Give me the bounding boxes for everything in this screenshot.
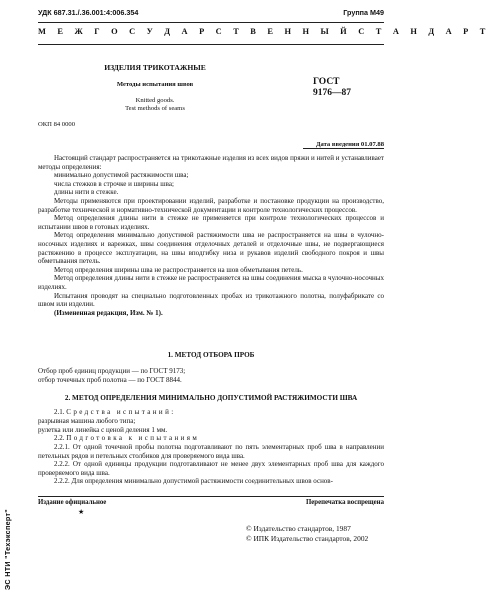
intro-paragraph: Метод определения длины нити в стежке не применяется при контроле технологических процессов и испытании швов в готовых изделиях. (38, 214, 384, 231)
intro-paragraph: Испытания проводят на специально подготовленных пробах из трикотажного полотна, полуфабрикате со швом или изделии. (38, 291, 384, 309)
section2-heading: 2. МЕТОД ОПРЕДЕЛЕНИЯ МИНИМАЛЬНО ДОПУСТИМОЙ РАСТЯЖИМОСТИ ШВА (64, 394, 358, 402)
section1-line: отбор точечных проб полотна — по ГОСТ 8844. (38, 376, 182, 384)
interstate-standard-banner: М Е Ж Г О С У Д А Р С Т В Е Н Н Ы Й С Т А Н Д А Р Т (38, 27, 490, 36)
date-underline (303, 148, 384, 149)
clause-2-2-1: 2.2.1. От одной точечной пробы полотна подготавливают по пять элементарных проб шва в направлении петельных рядов и петельных столбиков для проверяемого вида шва. (38, 443, 384, 460)
section2-body (38, 443, 384, 486)
section2-1-item: рулетка или линейка с ценой деления 1 мм. (38, 426, 168, 434)
intro-paragraph: Метод определения ширины шва не распространяется на шов обметывания петель. (54, 265, 303, 274)
footer-rule (38, 496, 384, 497)
clause-2-2-3: 2.2.2. Для определения минимально допустимой растяжимости соединительных швов основ- (54, 477, 333, 486)
intro-paragraph: Метод определения длины нити в стежке не распространяется на швы соединения мыска в чулочно-носочных изделиях. (38, 274, 384, 291)
section2-2-title (54, 434, 199, 443)
intro-paragraph: Методы применяются при проектировании изделий, разработке и постановке продукции на производство, разработке технической и нормативно-технической документации и контроле технологических процессов. (38, 196, 384, 214)
english-title-line2: Test methods of seams (125, 105, 185, 112)
section2-2-number: 2.2. (54, 434, 65, 442)
reprint-prohibited: Перепечатка воспрещена (306, 499, 384, 506)
intro-paragraph: Настоящий стандарт распространяется на трикотажные изделия из всех видов пряжи и нитей и устанавливает методы определения: (38, 154, 384, 171)
section2-2-label: Подготовка к испытаниям (66, 434, 200, 442)
document-subtitle: Методы испытания швов (116, 81, 194, 88)
section2-1-label: Средства испытаний: (66, 408, 176, 416)
copyright-1987: © Издательство стандартов, 1987 (246, 524, 351, 533)
section2-1-number: 2.1. (54, 408, 65, 416)
section1-line: Отбор проб единиц продукции — по ГОСТ 9173; (38, 367, 186, 375)
intro-list-item: минимально допустимой растяжимости шва; (54, 171, 189, 180)
clause-2-2-2: 2.2.2. От одной единицы продукции подготавливают не менее двух элементарных проб шва для каждого проверяемого вида шва. (38, 460, 384, 477)
intro-list-item: числа стежков в строчке и ширины шва; (54, 179, 174, 188)
header-rule-top (38, 22, 384, 23)
copyright-2002: © ИПК Издательство стандартов, 2002 (246, 534, 369, 543)
official-edition: Издание официальное (38, 499, 107, 506)
section1-heading: 1. МЕТОД ОТБОРА ПРОБ (167, 351, 255, 359)
okp-code: ОКП 84 0000 (38, 121, 75, 128)
side-watermark-text: ЭС НТИ "Техэксперт" (3, 508, 12, 590)
intro-paragraph: Метод определения минимально допустимой растяжимости шва не распространяется на швы в чулочно-носочных изделиях и варежках, швы соединения отделочных деталей и отделочные швы, не подвергающиеся растяжению в процессе эксплуатации, на швы вподгибку низа и рукавов изделий свободного покроя и швы обметывания петель. (38, 231, 384, 266)
intro-body (38, 154, 384, 317)
gost-number: 9176—87 (313, 88, 351, 98)
section2-1-title (54, 408, 176, 417)
amendment-note: (Измененная редакция, Изм. № 1). (54, 308, 163, 317)
gost-label: ГОСТ (313, 77, 340, 87)
document-title: ИЗДЕЛИЯ ТРИКОТАЖНЫЕ (104, 63, 206, 72)
intro-list-item: длины нити в стежке. (54, 188, 119, 197)
section2-1-item: разрывная машина любого типа; (38, 417, 136, 425)
english-title-line1: Knitted goods. (135, 97, 175, 104)
udc-code: УДК 687.31./.36.001:4:006.354 (38, 8, 139, 17)
header-rule-bottom (38, 44, 384, 45)
effective-date: Дата введения 01.07.88 (315, 141, 384, 148)
group-code: Группа М49 (343, 8, 384, 17)
star-mark: ★ (78, 508, 85, 516)
